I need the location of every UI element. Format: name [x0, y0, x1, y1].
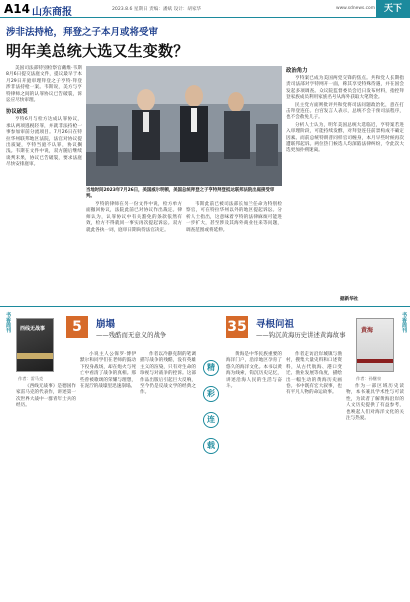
- review-1-column-b: [80, 352, 136, 391]
- lead-column: [6, 66, 82, 170]
- center-char-1: 精: [203, 360, 219, 376]
- photo-caption: 当地时间2023年7月26日，美国威尔明顿，美国总统拜登之子亨特拜登抵达联邦法院出庭接受审判。: [86, 188, 275, 199]
- mid-column-b: [186, 202, 282, 235]
- review-1-number: 5: [66, 316, 88, 338]
- lead-paragraph-2: 亨特6月与检方达成认罪协议，承认两项逃税轻罪，并就非法持枪一事参加审前分流项目。7月26日在特拉华州联邦地区法院，法官对协议提出质疑，亨特当庭不认罪，协议搁浅。韦斯在文件中说，双方随后继续谈判未果，协议已告破裂，要求法庭尽快安排庭审。: [6, 117, 82, 168]
- review-2-column-b: [286, 352, 342, 398]
- story-source: 据新华社: [340, 297, 359, 302]
- review-2-paragraph-c: 作为一部区域历史读物，本书兼具学术性与可读性，为读者了解黄海沿岸的人文历史提供了有益参考，也唤起人们对海洋文化的关注与热爱。: [346, 384, 404, 422]
- mid-paragraph-b: 韦斯此前已被司法部长加兰任命为特别检察官，可在特拉华州以外的地区提起诉讼。分析人士指出，这意味着亨特的法律麻烦可能进一步扩大，甚至涉及其海外商业往来等问题，调查范围或将延伸。: [186, 202, 282, 233]
- review-2-column-c: [346, 384, 404, 423]
- review-2-column-a: [226, 352, 282, 391]
- story-headline: 明年美总统大选又生变数？: [6, 42, 189, 60]
- side-label-left: 书香周刊: [5, 312, 11, 333]
- cover-1-author: 作者：雷马克: [18, 376, 44, 381]
- center-char-4: 载: [203, 438, 219, 454]
- lead-paragraph: 美国司法部特别检察官戴维·韦斯8月6日提交法庭文件，提议最早于本月29日开庭审理拜登之子亨特·拜登涉非法持枪一案。韦斯说，美方与亨特律师之间的认罪协议已告破裂，诉讼应尽快审理。: [6, 66, 82, 104]
- header-url[interactable]: www.sdnews.com: [336, 6, 375, 11]
- story-kicker: 涉非法持枪，拜登之子本月或将受审: [6, 27, 159, 38]
- review-2-subtitle: ——钩沉黄海历史讲述黄海故事: [256, 331, 346, 339]
- cover-1-strip: [17, 353, 54, 359]
- mid-paragraph-a: 亨特的律师在另一份文件中说，检方单方面撤回协议，法院此前已对协议作出裁定。律师认为，认罪协议中有关豁免的条款依然有效，检方不得就同一事实再次提起诉讼。双方就此各执一词，庭审日期尚待法官决定。: [86, 202, 182, 233]
- right-subhead: 政治角力: [286, 68, 308, 74]
- review-2-number: 35: [226, 316, 248, 338]
- review-2-title: 寻根问祖: [256, 319, 295, 330]
- page-number: A14: [4, 2, 30, 16]
- review-1-column-c: [140, 352, 196, 398]
- cover-1-title: 西线无战事: [20, 326, 46, 332]
- review-2-paragraph-a: 黄海是中华民族重要的海洋门户，沿岸地区孕育了悠久的海洋文化。本书以黄海为线索，钩沉历史记忆，讲述沿海人民的生活与奋斗。: [226, 352, 282, 390]
- right-paragraph-1: 亨特案已成为美国两党交锋的焦点。共和党人长期指责司法部对亨特网开一面，称其享受特殊待遇，并在国会发起多项调查。众议院监督委员会近日发布材料，指控拜登家族成员利用家族名号从海外获取大笔资金。: [286, 76, 404, 101]
- book-cover-1: [16, 318, 54, 372]
- section-name: 山东商报: [32, 7, 72, 18]
- news-photo: [86, 66, 282, 186]
- cover-2-title: 黄海: [361, 327, 374, 334]
- cover-2-strip: [357, 359, 394, 363]
- right-paragraph-2: 民主党方面则批评共和党将司法问题政治化，意在打击拜登连任。白宫发言人表示，总统不会干预司法程序，也不会赦免儿子。: [286, 102, 404, 121]
- center-char-3: 连: [203, 412, 219, 428]
- right-paragraph-3: 分析人士认为，明年美国总统大选临近，亨特案若进入审理阶段，可能持续发酵，对拜登连任前景构成不确定因素。而前总统特朗普同样官司缠身，本月早些时候再次遭联邦起诉。两位热门候选人均深陷法律纠纷，令此次大选更加扑朔迷离。: [286, 122, 404, 154]
- section-divider: [0, 306, 410, 307]
- center-char-2: 彩: [203, 386, 219, 402]
- center-strip: [200, 350, 222, 596]
- book-cover-2: [356, 318, 394, 372]
- mid-column-a: [86, 202, 182, 235]
- header-meta: 2023.8.6 星期日 责编：潘斌 设计：胡家华: [112, 7, 202, 12]
- review-1-paragraph-b: 小说主人公保罗·博伊默尔和同学们在老师的鼓动下投身战场，却在炮火与死亡中看清了战争的真相。那些曾被歌颂的荣耀与理想，在泥泞的战壕里迅速崩塌。: [80, 352, 136, 390]
- review-1-paragraph-a: 《西线无战事》是德国作家雷马克的代表作，讲述第一次世界大战中一群青年士兵的经历。: [16, 384, 76, 409]
- lead-subhead: 协议破裂: [6, 109, 28, 116]
- review-1-column-a: [16, 384, 76, 411]
- review-1-title: 崩塌: [96, 319, 116, 330]
- cover-2-author: 作者：孙继泉: [356, 376, 382, 381]
- side-label-right: 书香周刊: [401, 312, 407, 333]
- review-1-subtitle: ——残酷而无意义的战争: [96, 331, 167, 339]
- review-1-paragraph-c: 作者以冷静克制的笔调描写战争的残酷，没有英雄主义的渲染，只有对生命的珍视与对战争的控诉。这部作品出版后引起巨大反响，至今仍是反战文学的经典之作。: [140, 352, 196, 396]
- photo-illustration: [86, 66, 282, 186]
- review-1-header: [66, 316, 196, 346]
- page-header: [0, 0, 410, 18]
- review-2-paragraph-b: 作者走访沿岸城镇与渔村，搜集大量史料和口述资料，从古代航海、港口变迁、渔业发展等角度，描绘出一幅生动的黄海历史画卷。书中既有宏大叙事，也有平凡人物的命运故事。: [286, 352, 342, 396]
- section-tab: 天下: [376, 0, 410, 18]
- right-column: [286, 66, 404, 156]
